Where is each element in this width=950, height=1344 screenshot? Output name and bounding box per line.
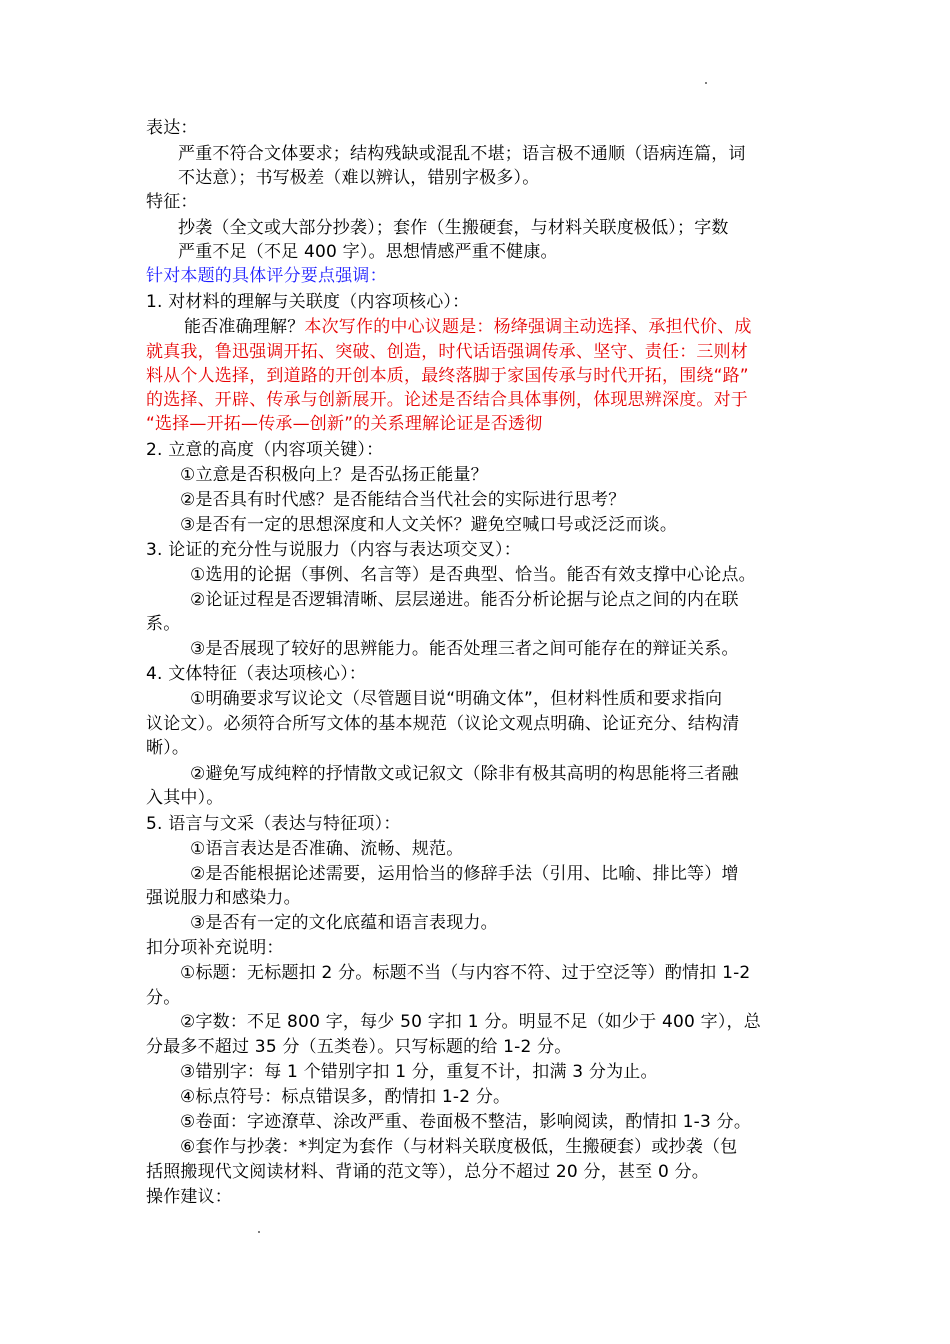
text-line: ①立意是否积极向上？是否弘扬正能量？ xyxy=(180,465,488,485)
text-line xyxy=(184,315,752,339)
text-line: 严重不足（不足 400 字）。思想情感严重不健康。 xyxy=(178,242,558,262)
text-line: ③是否有一定的文化底蕴和语言表现力。 xyxy=(190,913,498,933)
emphasis-text: 本次写作的中心议题是：杨绛强调主动选择、承担代价、成 xyxy=(304,317,752,337)
text-line: 抄袭（全文或大部分抄袭）；套作（生搬硬套，与材料关联度极低）；字数 xyxy=(178,218,729,238)
text-line: 强说服力和感染力。 xyxy=(146,888,301,908)
emphasis-line: 的选择、开辟、传承与创新展开。论述是否结合具体事例，体现思辨深度。对于 xyxy=(146,390,748,410)
scan-mark xyxy=(258,1231,260,1233)
deduction-heading: 扣分项补充说明： xyxy=(146,938,284,958)
text-line: ①明确要求写议论文（尽管题目说“明确文体”，但材料性质和要求指向 xyxy=(190,689,723,709)
text-line: 系。 xyxy=(146,614,181,634)
text-line: ③是否有一定的思想深度和人文关怀？避免空喊口号或泛泛而谈。 xyxy=(180,515,678,535)
emphasis-line: 料从个人选择，到道路的开创本质，最终落脚于家国传承与时代开拓，围绕“路” xyxy=(146,366,749,386)
text-line: 入其中）。 xyxy=(146,788,224,808)
scan-mark xyxy=(705,82,707,84)
text-line: 议论文）。必须符合所写文体的基本规范（议论文观点明确、论证充分、结构清 xyxy=(146,714,740,734)
text-line: ②是否具有时代感？是否能结合当代社会的实际进行思考？ xyxy=(180,490,626,510)
text-line: ②避免写成纯粹的抒情散文或记叙文（除非有极其高明的构思能将三者融 xyxy=(190,764,739,784)
emphasis-line: 就真我，鲁迅强调开拓、突破、创造，时代话语强调传承、坚守、责任：三则材 xyxy=(146,342,748,362)
item-heading-4: 4. 文体特征（表达项核心）： xyxy=(146,664,367,684)
text-line: ②字数：不足 800 字，每少 50 字扣 1 分。明显不足（如少于 400 字），总 xyxy=(180,1012,761,1032)
text-line: ③错别字：每 1 个错别字扣 1 分，重复不计，扣满 3 分为止。 xyxy=(180,1062,658,1082)
item-heading-2: 2. 立意的高度（内容项关键）： xyxy=(146,440,384,460)
text-line: ①标题：无标题扣 2 分。标题不当（与内容不符、过于空泛等）酌情扣 1-2 xyxy=(180,963,751,983)
section-label-expression: 表达： xyxy=(146,118,198,138)
section-label-features: 特征： xyxy=(146,192,198,212)
text-line: ④标点符号：标点错误多，酌情扣 1-2 分。 xyxy=(180,1087,511,1107)
item-heading-5: 5. 语言与文采（表达与特征项）： xyxy=(146,814,401,834)
text-line: 分。 xyxy=(146,988,181,1008)
scoring-heading: 针对本题的具体评分要点强调： xyxy=(146,266,387,286)
question-text: 能否准确理解？ xyxy=(184,317,305,337)
item-heading-3: 3. 论证的充分性与说服力（内容与表达项交叉）： xyxy=(146,540,521,560)
text-line: ③是否展现了较好的思辨能力。能否处理三者之间可能存在的辩证关系。 xyxy=(190,639,739,659)
emphasis-line: “选择—开拓—传承—创新”的关系理解论证是否透彻 xyxy=(146,414,543,434)
text-line: 分最多不超过 35 分（五类卷）。只写标题的给 1-2 分。 xyxy=(146,1037,572,1057)
text-line: ⑥套作与抄袭：*判定为套作（与材料关联度极低，生搬硬套）或抄袭（包 xyxy=(180,1137,738,1157)
item-heading-1: 1. 对材料的理解与关联度（内容项核心）： xyxy=(146,292,470,312)
text-line: 不达意）；书写极差（难以辨认，错别字极多）。 xyxy=(178,168,540,188)
text-line: ②论证过程是否逻辑清晰、层层递进。能否分析论据与论点之间的内在联 xyxy=(190,590,739,610)
text-line: ①选用的论据（事例、名言等）是否典型、恰当。能否有效支撑中心论点。 xyxy=(190,565,756,585)
text-line: 晰）。 xyxy=(146,738,190,758)
operation-heading: 操作建议： xyxy=(146,1187,232,1207)
text-line: 严重不符合文体要求；结构残缺或混乱不堪；语言极不通顺（语病连篇，词 xyxy=(178,144,746,164)
text-line: ⑤卷面：字迹潦草、涂改严重、卷面极不整洁，影响阅读，酌情扣 1-3 分。 xyxy=(180,1112,752,1132)
text-line: ②是否能根据论述需要，运用恰当的修辞手法（引用、比喻、排比等）增 xyxy=(190,864,739,884)
text-line: ①语言表达是否准确、流畅、规范。 xyxy=(190,839,464,859)
text-line: 括照搬现代文阅读材料、背诵的范文等），总分不超过 20 分，甚至 0 分。 xyxy=(146,1162,709,1182)
